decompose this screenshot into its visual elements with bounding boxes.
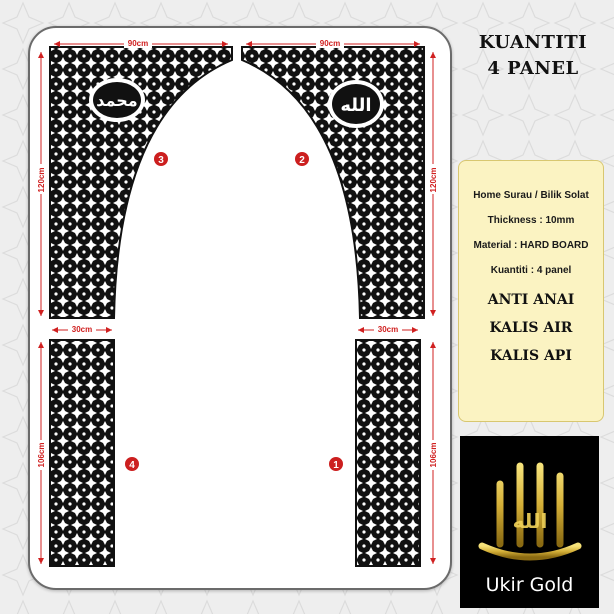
dim-bottom-left-height: 106cm: [37, 442, 46, 468]
panel-number-4: 4: [129, 460, 135, 471]
dim-left-height: 120cm: [37, 167, 46, 193]
feature-anti-termite: ANTI ANAI: [487, 292, 575, 308]
quantity-header: [458, 30, 608, 82]
spec-thickness: Thickness : 10mm: [487, 215, 575, 226]
spec-usage: Home Surau / Bilik Solat: [473, 190, 589, 201]
gold-calligraphy-text: الله: [512, 509, 548, 533]
panel-4-bottom-left: [50, 340, 114, 566]
panel-number-2: 2: [299, 155, 305, 166]
panel-1-bottom-right: [356, 340, 420, 566]
panel-3-top-left: [50, 47, 232, 318]
allah-medallion: [328, 80, 384, 128]
panel-2-top-right: [242, 47, 424, 318]
dim-bottom-left-width: 30cm: [71, 325, 93, 334]
spec-quantity: Kuantiti : 4 panel: [490, 265, 572, 276]
spec-material: Material : HARD BOARD: [473, 240, 589, 251]
panel-badge-2: [294, 151, 310, 167]
panel-number-1: 1: [333, 460, 339, 471]
brand-logo: [460, 436, 599, 608]
panel-badge-4: [124, 456, 140, 472]
spec-info-box: [458, 160, 604, 422]
dim-top-left-width: 90cm: [127, 39, 149, 48]
header-line-1: KUANTITI: [478, 32, 588, 53]
muhammad-calligraphy: محمد: [96, 91, 138, 110]
allah-calligraphy: الله: [340, 95, 372, 116]
panel-badge-1: [328, 456, 344, 472]
dim-bottom-right-width: 30cm: [377, 325, 399, 334]
gold-calligraphy-icon: [460, 436, 599, 574]
panel-badge-3: [153, 151, 169, 167]
header-line-2: 4 PANEL: [487, 58, 579, 79]
dim-right-height: 120cm: [429, 167, 438, 193]
dim-bottom-right-height: 106cm: [429, 442, 438, 468]
feature-fireproof: KALIS API: [490, 348, 572, 364]
panel-number-3: 3: [158, 155, 164, 166]
muhammad-medallion: [89, 78, 145, 122]
brand-name: Ukir Gold: [485, 574, 574, 596]
dim-top-right-width: 90cm: [319, 39, 341, 48]
feature-waterproof: KALIS AIR: [489, 320, 573, 336]
